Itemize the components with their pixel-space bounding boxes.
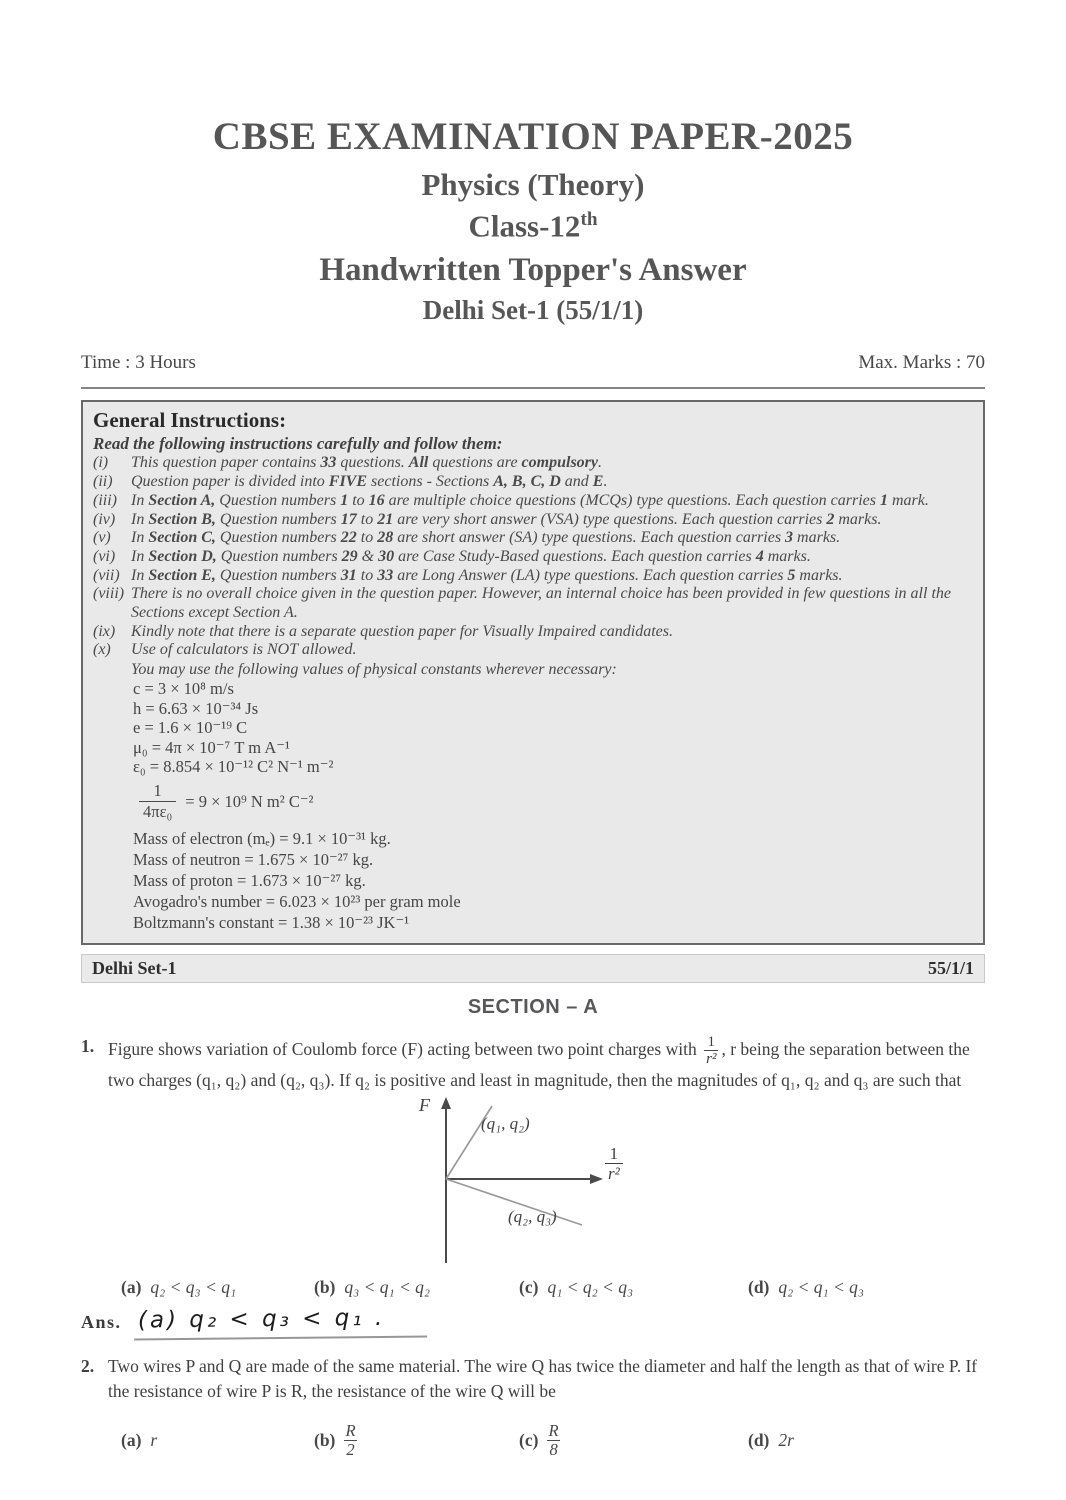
plain-text: .: [603, 473, 608, 491]
physical-constant: ε₀ = 8.854 × 10⁻¹² C² N⁻¹ m⁻²: [133, 757, 334, 777]
option-fraction: [344, 1422, 356, 1459]
bold-text: 33: [377, 566, 394, 584]
instruction-text: [131, 454, 973, 473]
question-1: [81, 1034, 985, 1093]
instruction-item: [93, 454, 973, 473]
instruction-number: (vi): [93, 547, 116, 565]
instruction-item: [93, 529, 973, 548]
instruction-text: [131, 585, 973, 622]
question-2: [81, 1354, 985, 1404]
instruction-text: [131, 641, 973, 660]
plain-text: are very short answer (VSA) type questions. Each question carries: [393, 510, 827, 528]
answer-option: [121, 1418, 314, 1464]
instruction-number: (x): [93, 641, 111, 659]
line2-label: (q₂, q₃): [508, 1206, 557, 1226]
instruction-item: [93, 567, 973, 586]
option-label: (b): [314, 1430, 336, 1451]
plain-text: sections - Sections: [367, 473, 494, 491]
bold-text: 16: [368, 491, 385, 509]
physical-constant: e = 1.6 × 10⁻¹⁹ C: [133, 718, 248, 738]
option-text: q₂ < q₃ < q₁: [150, 1276, 237, 1297]
instruction-item: [93, 623, 973, 642]
q1-figure: [81, 1095, 985, 1269]
answer-option: [121, 1277, 314, 1298]
time-allowed: Time : 3 Hours: [81, 352, 196, 374]
fraction-numerator: R: [548, 1420, 559, 1440]
option-text: q₂ < q₁ < q₃: [778, 1276, 865, 1297]
instruction-text: [131, 567, 973, 586]
bold-text: 21: [377, 510, 394, 528]
instruction-text: [131, 511, 973, 530]
set-bar-left: Delhi Set-1: [92, 957, 177, 978]
coulomb-constant-value: = 9 × 10⁹ N m² C⁻²: [185, 791, 314, 811]
section-a-heading: SECTION – A: [467, 995, 599, 1018]
plain-text: Question numbers: [215, 510, 341, 528]
bold-text: Section B,: [148, 510, 216, 528]
physical-constant: h = 6.63 × 10⁻³⁴ Js: [133, 698, 259, 718]
fraction-numerator: 1: [153, 780, 162, 800]
plain-text: and: [560, 473, 593, 491]
fraction-denominator: 8: [549, 1440, 558, 1460]
option-text: r: [150, 1430, 158, 1451]
bold-text: 22: [340, 529, 357, 547]
constants-list-2: [93, 828, 973, 933]
answer-option: [748, 1418, 985, 1464]
option-label: (a): [121, 1430, 142, 1451]
max-marks: Max. Marks : 70: [858, 352, 985, 374]
fraction-numerator: 1: [609, 1143, 619, 1163]
bold-text: 2: [826, 510, 835, 528]
plain-text: are short answer (SA) type questions. Each question carries: [393, 529, 786, 547]
bold-text: 17: [340, 510, 357, 528]
fraction-denominator: r²: [706, 1051, 717, 1068]
plain-text: are Long Answer (LA) type questions. Each question carries: [393, 566, 788, 584]
coulomb-constant-line: [93, 782, 973, 822]
plain-text: This question paper contains: [131, 454, 321, 472]
option-label: (d): [748, 1430, 770, 1451]
physical-constant: Mass of proton = 1.673 × 10⁻²⁷ kg.: [133, 870, 366, 890]
fraction-numerator: R: [345, 1420, 356, 1440]
instruction-text: [131, 548, 973, 567]
plain-text: Kindly note that there is a separate question paper for Visually Impaired candidates.: [131, 622, 674, 640]
option-label: (d): [748, 1276, 770, 1297]
physical-constant: Avogadro's number = 6.023 × 10²³ per gram mole: [133, 891, 461, 911]
line1-label: (q₁, q₂): [481, 1113, 530, 1133]
physical-constant: Mass of neutron = 1.675 × 10⁻²⁷ kg.: [133, 849, 374, 869]
fraction-numerator: 1: [707, 1033, 716, 1050]
instruction-number: (viii): [93, 585, 125, 603]
paper-set-line: Delhi Set-1 (55/1/1): [422, 294, 644, 325]
instruction-text: [131, 529, 973, 548]
instruction-number: (v): [93, 529, 111, 547]
paper-subject: Physics (Theory): [421, 166, 645, 202]
x-axis-label-fraction: [605, 1144, 623, 1184]
question-1-text: [108, 1034, 985, 1093]
paper-title: CBSE EXAMINATION PAPER-2025: [212, 115, 854, 158]
q1-answer-row: [10, 1306, 985, 1339]
class-superscript: th: [580, 208, 598, 230]
q2-options-row: [81, 1418, 985, 1464]
physical-constant: μ₀ = 4π × 10⁻⁷ T m A⁻¹: [133, 737, 290, 757]
instruction-item: [93, 473, 973, 492]
plain-text: Question paper is divided into: [131, 473, 329, 491]
instruction-item: [93, 511, 973, 530]
bold-text: All: [408, 454, 429, 472]
instruction-text: [131, 623, 973, 642]
plain-text: In: [131, 547, 149, 565]
plain-text: Question numbers: [216, 547, 342, 565]
plain-text: marks.: [793, 529, 841, 547]
y-axis-label: F: [419, 1094, 430, 1115]
coulomb-constant-fraction: [139, 782, 176, 822]
plain-text: to: [356, 566, 378, 584]
q1-options-row: [81, 1277, 985, 1298]
answer-option: [519, 1418, 748, 1464]
meta-row: [81, 352, 985, 374]
horizontal-divider: [81, 387, 985, 389]
bold-text: 31: [340, 566, 357, 584]
question-2-number: 2.: [81, 1355, 95, 1376]
bold-text: 33: [320, 454, 337, 472]
plain-text: are Case Study-Based questions. Each question carries: [394, 547, 756, 565]
question-1-number: 1.: [81, 1035, 95, 1056]
plain-text: Question numbers: [215, 566, 341, 584]
plain-text: There is no overall choice given in the question paper. However, an internal choice has been provided in few questions in all the Sections except Section A.: [131, 585, 951, 622]
physical-constant: c = 3 × 10⁸ m/s: [133, 679, 234, 699]
bold-text: FIVE: [328, 473, 368, 491]
bold-text: 5: [787, 566, 796, 584]
option-text: 2r: [778, 1430, 794, 1451]
plain-text: In: [131, 510, 149, 528]
physical-constant: Boltzmann's constant = 1.38 × 10⁻²³ JK⁻¹: [133, 912, 410, 932]
bold-text: Section D,: [148, 547, 217, 565]
plain-text: marks.: [763, 547, 811, 565]
instructions-title: General Instructions:: [93, 408, 287, 433]
instruction-list: [93, 454, 973, 660]
instruction-item: [93, 641, 973, 660]
option-label: (b): [314, 1276, 336, 1297]
set-bar-right: 55/1/1: [927, 957, 974, 978]
constants-list-1: [93, 679, 973, 777]
bold-text: 3: [785, 529, 794, 547]
plain-text: marks.: [834, 510, 882, 528]
bold-text: A, B, C, D: [493, 473, 561, 491]
instructions-subtitle: Read the following instructions carefully and follow them:: [93, 434, 503, 454]
option-fraction: [547, 1422, 559, 1459]
option-label: (a): [121, 1276, 142, 1297]
answer-label: Ans.: [81, 1311, 122, 1332]
bold-text: compulsory: [521, 454, 598, 472]
instruction-number: (iv): [93, 510, 116, 528]
answer-option: [314, 1277, 519, 1298]
fraction-denominator: 2: [346, 1440, 355, 1460]
paper-class: [0, 209, 1066, 243]
option-text: q₁ < q₂ < q₃: [547, 1276, 634, 1297]
plain-text: questions are: [428, 454, 522, 472]
answer-option: [748, 1277, 985, 1298]
paper-type: Handwritten Topper's Answer: [319, 252, 747, 289]
bold-text: 29: [341, 547, 358, 565]
instruction-number: (iii): [93, 491, 117, 509]
plain-text: questions.: [336, 454, 409, 472]
plain-text: Question numbers: [215, 529, 341, 547]
plain-text: mark.: [887, 491, 929, 509]
q1-inline-fraction: [704, 1034, 718, 1068]
answer-option: [519, 1277, 748, 1298]
plain-text: In: [131, 566, 149, 584]
option-label: (c): [519, 1430, 539, 1451]
paper-header: [0, 0, 1066, 325]
instruction-item: [93, 492, 973, 511]
constants-intro: You may use the following values of physical constants wherever necessary:: [131, 661, 617, 679]
class-text: Class-12: [468, 208, 581, 244]
plain-text: Use of calculators is NOT allowed.: [131, 641, 357, 659]
plain-text: In: [131, 529, 149, 547]
bold-text: Section E,: [148, 566, 216, 584]
instruction-number: (ii): [93, 473, 113, 491]
instruction-number: (i): [93, 454, 109, 472]
plain-text: to: [356, 529, 378, 547]
plain-text: marks.: [795, 566, 843, 584]
bold-text: 30: [378, 547, 395, 565]
plain-text: are multiple choice questions (MCQs) type questions. Each question carries: [384, 491, 880, 509]
plain-text: &: [357, 547, 379, 565]
q1-text-after: , r being the separation between the two charges (q₁, q₂) and (q₂, q₃). If q₂ is positive and least in magnitude, then the magnitudes of q₁, q₂ and q₃ are such that: [108, 1038, 970, 1090]
bold-text: 28: [377, 529, 394, 547]
handwritten-answer: (a) q₂ < q₃ < q₁ .: [133, 1304, 427, 1340]
plain-text: In: [131, 491, 149, 509]
bold-text: 1: [340, 491, 349, 509]
bold-text: 1: [879, 491, 888, 509]
bold-text: Section A,: [148, 491, 216, 509]
q1-text-before: Figure shows variation of Coulomb force (F) acting between two point charges with: [108, 1038, 697, 1059]
general-instructions-box: [81, 400, 985, 944]
right-arrow-icon: [590, 1174, 603, 1184]
plain-text: Question numbers: [215, 491, 341, 509]
instruction-number: (vii): [93, 566, 120, 584]
set-identifier-bar: [81, 954, 985, 983]
fraction-denominator: r²: [605, 1163, 623, 1184]
instruction-text: [131, 473, 973, 492]
fraction-denominator: 4πε₀: [139, 801, 176, 822]
instruction-text: [131, 492, 973, 511]
bold-text: 4: [755, 547, 764, 565]
question-2-text: Two wires P and Q are made of the same material. The wire Q has twice the diameter and half the length as that of wire P. If the resistance of wire P is R, the resistance of the wire Q will be: [108, 1355, 978, 1401]
instruction-number: (ix): [93, 622, 116, 640]
option-label: (c): [519, 1276, 539, 1297]
option-text: q₃ < q₁ < q₂: [344, 1276, 431, 1297]
up-arrow-icon: [441, 1097, 451, 1109]
answer-option: [314, 1418, 519, 1464]
instruction-item: [93, 585, 973, 622]
plain-text: .: [598, 454, 602, 472]
plain-text: to: [356, 510, 378, 528]
physical-constant: Mass of electron (mₑ) = 9.1 × 10⁻³¹ kg.: [133, 828, 391, 848]
bold-text: E: [592, 473, 604, 491]
instruction-item: [93, 548, 973, 567]
bold-text: Section C,: [148, 529, 216, 547]
plain-text: to: [348, 491, 369, 509]
